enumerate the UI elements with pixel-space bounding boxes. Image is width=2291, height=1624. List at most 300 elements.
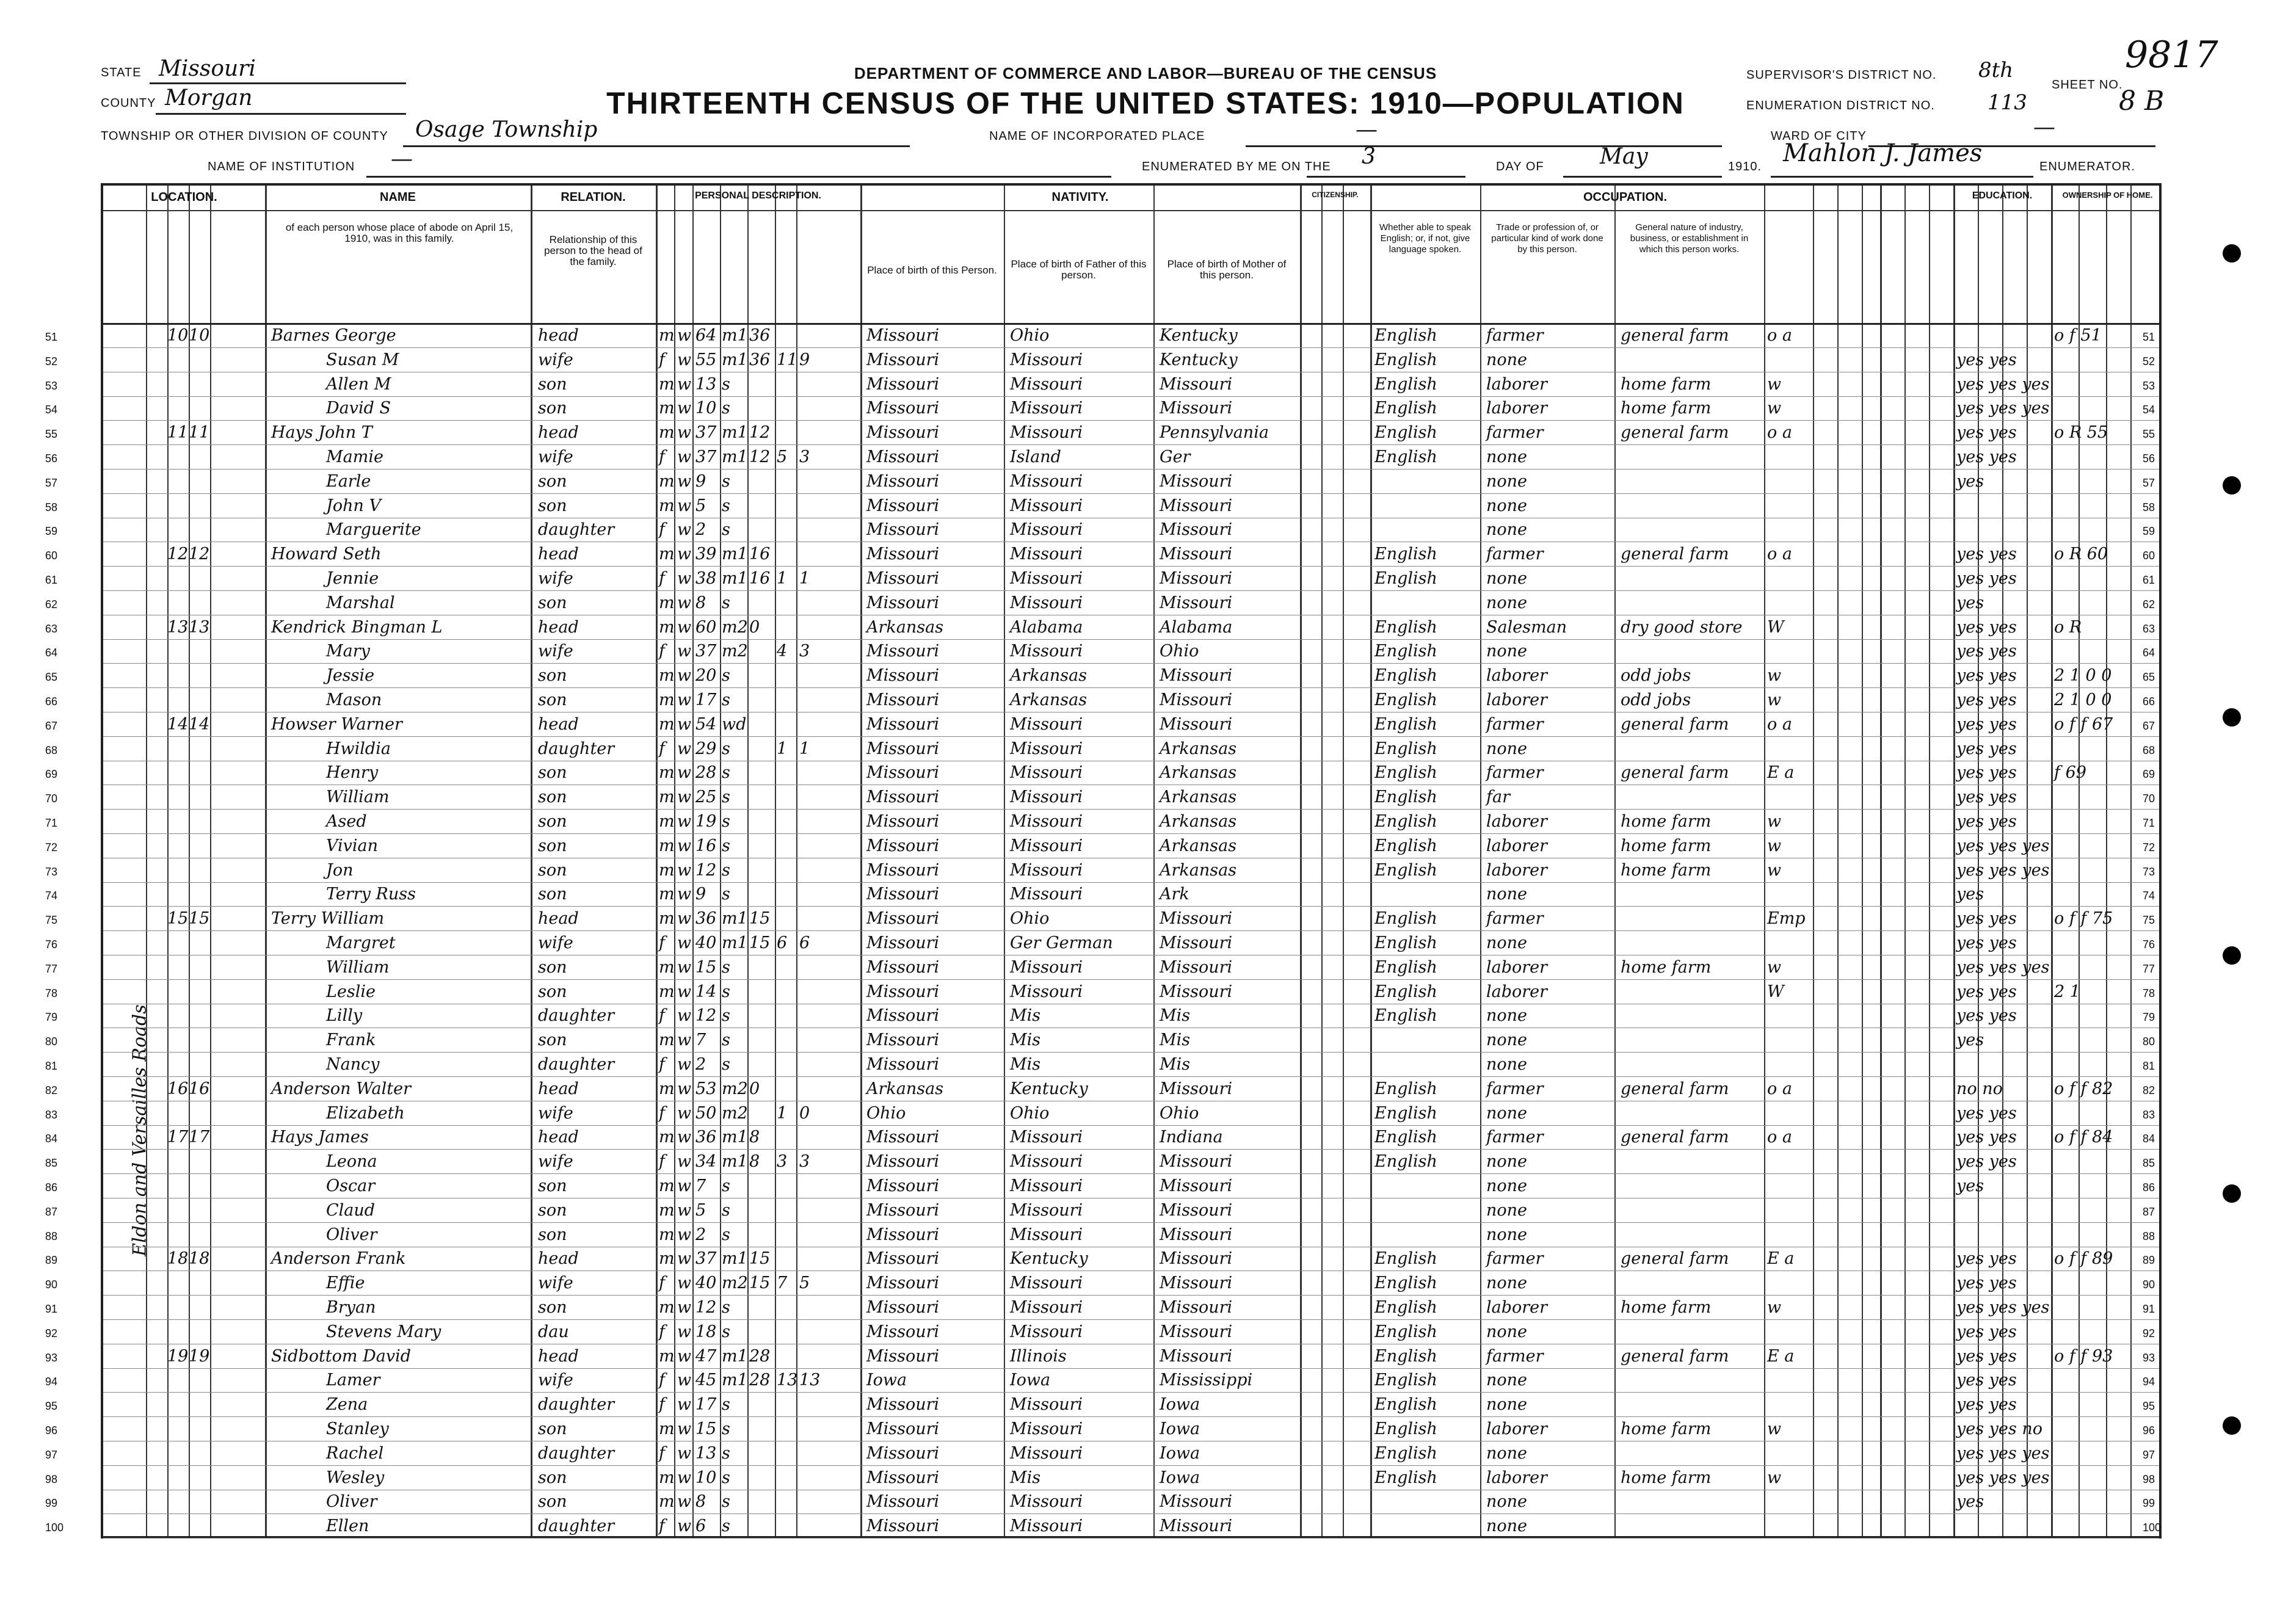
cell-age: 20 bbox=[695, 666, 717, 686]
cell-age: 37 bbox=[695, 642, 717, 661]
ward-value: — bbox=[2033, 115, 2055, 140]
cell-age: 12 bbox=[695, 1298, 717, 1317]
cell-ind: general farm bbox=[1621, 1249, 1729, 1269]
cell-race: w bbox=[677, 423, 692, 443]
binder-hole bbox=[2223, 708, 2241, 727]
table-row bbox=[45, 1467, 2159, 1490]
binder-hole bbox=[2223, 476, 2241, 495]
line-number-left: 94 bbox=[45, 1376, 58, 1388]
cell-fbp: Arkansas bbox=[1010, 691, 1087, 709]
cell-lang: English bbox=[1374, 1371, 1437, 1390]
cell-bp: Missouri bbox=[866, 374, 940, 394]
cell-ch1: 7 bbox=[777, 1274, 788, 1293]
cell-bp: Missouri bbox=[866, 1200, 940, 1220]
cell-bp: Missouri bbox=[866, 1031, 940, 1050]
line-number: 89 bbox=[2143, 1254, 2155, 1267]
cell-race: w bbox=[677, 1200, 692, 1220]
cell-rel: head bbox=[538, 909, 579, 929]
line-number-left: 57 bbox=[45, 476, 58, 489]
table-row bbox=[45, 1515, 2162, 1539]
cell-ind: home farm bbox=[1621, 836, 1712, 855]
cell-occ: laborer bbox=[1486, 666, 1548, 686]
cell-mbp: Arkansas bbox=[1160, 836, 1237, 855]
cell-age: 7 bbox=[695, 1031, 706, 1050]
cell-name: Mamie bbox=[326, 448, 383, 466]
cell-edu: yes yes bbox=[1956, 812, 2017, 831]
cell-mbp: Ger bbox=[1160, 448, 1191, 466]
cell-age: 37 bbox=[695, 448, 717, 466]
cell-mbp: Kentucky bbox=[1160, 350, 1238, 369]
line-number: 90 bbox=[2143, 1278, 2155, 1291]
cell-bp: Missouri bbox=[866, 1346, 940, 1366]
state-label: STATE bbox=[101, 66, 142, 79]
cell-race: w bbox=[677, 496, 692, 515]
line-number: 82 bbox=[2143, 1084, 2155, 1097]
cell-bp: Missouri bbox=[866, 423, 940, 443]
cell-race: w bbox=[677, 1031, 692, 1050]
cell-sex: m bbox=[659, 496, 675, 515]
month-value: May bbox=[1600, 144, 1648, 169]
cell-ms: m1 bbox=[722, 1152, 748, 1172]
cell-emp: E a bbox=[1767, 1346, 1795, 1366]
cell-race: w bbox=[677, 1274, 692, 1293]
cell-fbp: Missouri bbox=[1010, 739, 1083, 758]
binder-hole bbox=[2223, 1184, 2241, 1203]
township-label: TOWNSHIP OR OTHER DIVISION OF COUNTY bbox=[101, 129, 388, 143]
cell-ms: s bbox=[722, 1492, 730, 1512]
cell-age: 8 bbox=[695, 1492, 706, 1512]
cell-sex: m bbox=[659, 326, 675, 345]
cell-sex: m bbox=[659, 617, 675, 637]
cell-age: 45 bbox=[695, 1371, 717, 1390]
cell-age: 36 bbox=[695, 1128, 717, 1147]
cell-mbp: Missouri bbox=[1160, 374, 1233, 394]
cell-ms: s bbox=[722, 812, 730, 831]
cell-edu: yes yes bbox=[1956, 739, 2017, 758]
line-number: 72 bbox=[2143, 841, 2155, 854]
group-citizenship: CITIZENSHIP. bbox=[1312, 190, 1359, 199]
table-row bbox=[45, 1369, 2159, 1393]
cell-occ: laborer bbox=[1486, 1298, 1548, 1317]
cell-edu: yes yes bbox=[1956, 714, 2017, 734]
cell-sex: m bbox=[659, 788, 675, 807]
cell-sex: m bbox=[659, 1079, 675, 1098]
cell-ms: s bbox=[722, 1443, 730, 1463]
county-label: COUNTY bbox=[101, 96, 156, 110]
cell-age: 60 bbox=[695, 617, 717, 637]
cell-lang: English bbox=[1374, 1298, 1437, 1317]
enumeration-label: ENUMERATION DISTRICT NO. bbox=[1746, 99, 1935, 112]
cell-age: 39 bbox=[695, 545, 717, 564]
table-row bbox=[45, 374, 2159, 397]
cell-rel: daughter bbox=[538, 1517, 615, 1536]
cell-own: o R 60 bbox=[2054, 545, 2108, 564]
cell-rel: head bbox=[538, 545, 579, 564]
cell-fbp: Missouri bbox=[1010, 982, 1083, 1001]
col-birth-person: Place of birth of this Person. bbox=[867, 264, 997, 276]
cell-race: w bbox=[677, 1298, 692, 1317]
cell-fbp: Missouri bbox=[1010, 714, 1083, 734]
line-number: 91 bbox=[2143, 1303, 2155, 1315]
cell-edu: yes yes bbox=[1956, 788, 2017, 807]
cell-rel: son bbox=[538, 1468, 567, 1487]
col-trade: Trade or profession of, or particular kind of work done by this person. bbox=[1491, 222, 1603, 255]
table-row bbox=[45, 1491, 2159, 1514]
cell-sex: m bbox=[659, 812, 675, 831]
cell-bp: Missouri bbox=[866, 714, 940, 734]
cell-mbp: Pennsylvania bbox=[1160, 423, 1269, 443]
cell-age: 17 bbox=[695, 1395, 717, 1415]
cell-lang: English bbox=[1374, 739, 1437, 758]
cell-rel: son bbox=[538, 982, 567, 1001]
table-row bbox=[45, 495, 2159, 518]
cell-sex: f bbox=[659, 1443, 665, 1463]
cell-ms: m1 bbox=[722, 909, 748, 929]
cell-emp: Emp bbox=[1767, 909, 1806, 929]
cell-mbp: Missouri bbox=[1160, 399, 1233, 418]
cell-bp: Missouri bbox=[866, 1492, 940, 1512]
cell-fbp: Missouri bbox=[1010, 593, 1083, 612]
cell-emp: w bbox=[1767, 812, 1782, 831]
table-row bbox=[45, 1321, 2159, 1344]
cell-yrs: 0 bbox=[749, 1079, 760, 1098]
cell-rel: son bbox=[538, 1492, 567, 1512]
ward-label: WARD OF CITY bbox=[1771, 129, 1867, 143]
cell-bp: Missouri bbox=[866, 1274, 940, 1293]
cell-fam: 11 bbox=[189, 423, 210, 443]
line-number: 51 bbox=[2143, 331, 2155, 343]
cell-mbp: Missouri bbox=[1160, 1298, 1233, 1317]
line-number-left: 72 bbox=[45, 841, 58, 854]
cell-name: Frank bbox=[326, 1031, 376, 1050]
cell-name: Hays John T bbox=[271, 423, 372, 443]
line-number-left: 76 bbox=[45, 938, 58, 951]
cell-fbp: Ohio bbox=[1010, 909, 1050, 929]
cell-edu: yes yes bbox=[1956, 642, 2017, 661]
line-number: 95 bbox=[2143, 1400, 2155, 1413]
cell-name: Stevens Mary bbox=[326, 1322, 441, 1341]
line-number: 80 bbox=[2143, 1035, 2155, 1048]
cell-edu: yes bbox=[1956, 885, 1984, 904]
cell-name: Bryan bbox=[326, 1298, 376, 1317]
cell-yrs: 28 bbox=[749, 1371, 771, 1390]
cell-bp: Missouri bbox=[866, 763, 940, 783]
cell-bp: Missouri bbox=[866, 471, 940, 491]
cell-dw: 19 bbox=[167, 1346, 189, 1366]
cell-bp: Missouri bbox=[866, 933, 940, 952]
cell-edu: yes yes bbox=[1956, 1128, 2017, 1147]
cell-sex: m bbox=[659, 714, 675, 734]
cell-ms: s bbox=[722, 982, 730, 1001]
cell-occ: laborer bbox=[1486, 374, 1548, 394]
line-number: 54 bbox=[2143, 404, 2155, 416]
cell-name: Rachel bbox=[326, 1443, 384, 1463]
cell-sex: m bbox=[659, 1492, 675, 1512]
cell-race: w bbox=[677, 1395, 692, 1415]
line-number: 60 bbox=[2143, 549, 2155, 562]
cell-ms: s bbox=[722, 1006, 730, 1026]
line-number-left: 75 bbox=[45, 914, 58, 927]
cell-edu: yes yes yes bbox=[1956, 836, 2050, 855]
line-number-left: 71 bbox=[45, 817, 58, 829]
cell-lang: English bbox=[1374, 909, 1437, 929]
cell-occ: none bbox=[1486, 1200, 1528, 1220]
line-number: 93 bbox=[2143, 1351, 2155, 1364]
group-ownership: OWNERSHIP OF HOME. bbox=[2062, 190, 2153, 200]
table-row bbox=[45, 1175, 2159, 1198]
cell-sex: m bbox=[659, 909, 675, 929]
cell-name: Jessie bbox=[326, 666, 375, 686]
cell-rel: daughter bbox=[538, 1395, 615, 1415]
cell-ms: s bbox=[722, 520, 730, 540]
cell-rel: son bbox=[538, 788, 567, 807]
line-number-left: 88 bbox=[45, 1230, 58, 1242]
cell-bp: Missouri bbox=[866, 1055, 940, 1074]
binder-hole bbox=[2223, 244, 2241, 263]
cell-race: w bbox=[677, 1128, 692, 1147]
cell-emp: o a bbox=[1767, 1079, 1792, 1098]
line-number-left: 65 bbox=[45, 671, 58, 684]
cell-occ: farmer bbox=[1486, 545, 1544, 564]
line-number-left: 53 bbox=[45, 379, 58, 392]
cell-rel: daughter bbox=[538, 1006, 615, 1026]
cell-emp: w bbox=[1767, 374, 1782, 394]
cell-fbp: Missouri bbox=[1010, 569, 1083, 588]
cell-fbp: Missouri bbox=[1010, 1322, 1083, 1341]
cell-occ: none bbox=[1486, 1492, 1528, 1512]
cell-emp: w bbox=[1767, 1419, 1782, 1438]
cell-ch2: 1 bbox=[799, 569, 810, 588]
enumerator-signature: Mahlon J. James bbox=[1783, 139, 1983, 167]
cell-edu: yes yes bbox=[1956, 448, 2017, 466]
cell-age: 29 bbox=[695, 739, 717, 758]
cell-occ: farmer bbox=[1486, 1128, 1544, 1147]
cell-ms: s bbox=[722, 593, 730, 612]
cell-fbp: Missouri bbox=[1010, 763, 1083, 783]
cell-sex: m bbox=[659, 593, 675, 612]
cell-fam: 19 bbox=[189, 1346, 210, 1366]
line-number: 66 bbox=[2143, 695, 2155, 708]
cell-name: Claud bbox=[326, 1200, 376, 1220]
cell-own: o f f 75 bbox=[2054, 909, 2113, 929]
cell-race: w bbox=[677, 836, 692, 855]
cell-occ: farmer bbox=[1486, 763, 1544, 783]
cell-ms: m1 bbox=[722, 350, 748, 369]
cell-fbp: Missouri bbox=[1010, 399, 1083, 418]
cell-bp: Missouri bbox=[866, 569, 940, 588]
cell-occ: none bbox=[1486, 1274, 1528, 1293]
cell-lang: English bbox=[1374, 1128, 1437, 1147]
cell-ind: general farm bbox=[1621, 1346, 1729, 1366]
cell-rel: head bbox=[538, 1128, 579, 1147]
cell-age: 8 bbox=[695, 593, 706, 612]
cell-mbp: Iowa bbox=[1160, 1419, 1200, 1438]
sheet-value: 8 B bbox=[2119, 85, 2165, 117]
line-number: 52 bbox=[2143, 355, 2155, 368]
cell-lang: English bbox=[1374, 812, 1437, 831]
cell-fbp: Ohio bbox=[1010, 1103, 1050, 1123]
cell-occ: laborer bbox=[1486, 836, 1548, 855]
cell-mbp: Arkansas bbox=[1160, 860, 1237, 880]
cell-name: Vivian bbox=[326, 836, 379, 855]
cell-name: Wesley bbox=[326, 1468, 385, 1487]
cell-edu: yes yes bbox=[1956, 909, 2017, 929]
cell-age: 55 bbox=[695, 350, 717, 369]
table-row bbox=[45, 1078, 2159, 1101]
cell-age: 64 bbox=[695, 326, 717, 345]
cell-edu: yes yes yes bbox=[1956, 1443, 2050, 1463]
cell-occ: none bbox=[1486, 1322, 1528, 1341]
cell-ms: m1 bbox=[722, 1346, 748, 1366]
cell-mbp: Missouri bbox=[1160, 982, 1233, 1001]
cell-lang: English bbox=[1374, 1152, 1437, 1172]
cell-ch2: 0 bbox=[799, 1103, 810, 1123]
line-number-left: 79 bbox=[45, 1011, 58, 1024]
cell-age: 28 bbox=[695, 763, 717, 783]
cell-rel: daughter bbox=[538, 739, 615, 758]
cell-ms: s bbox=[722, 860, 730, 880]
cell-own: o f f 84 bbox=[2054, 1128, 2113, 1147]
line-number: 67 bbox=[2143, 719, 2155, 732]
cell-bp: Ohio bbox=[866, 1103, 906, 1123]
cell-rel: son bbox=[538, 1031, 567, 1050]
cell-fbp: Kentucky bbox=[1010, 1249, 1088, 1269]
cell-dw: 16 bbox=[167, 1079, 189, 1098]
cell-race: w bbox=[677, 1492, 692, 1512]
cell-race: w bbox=[677, 1346, 692, 1366]
cell-fbp: Missouri bbox=[1010, 1128, 1083, 1147]
cell-emp: E a bbox=[1767, 763, 1795, 783]
cell-dw: 15 bbox=[167, 909, 189, 929]
cell-mbp: Missouri bbox=[1160, 691, 1233, 709]
cell-sex: m bbox=[659, 1298, 675, 1317]
cell-edu: yes yes yes bbox=[1956, 860, 2050, 880]
cell-sex: f bbox=[659, 350, 665, 369]
cell-age: 40 bbox=[695, 933, 717, 952]
table-row bbox=[45, 1394, 2159, 1417]
cell-fbp: Ohio bbox=[1010, 326, 1050, 345]
cell-age: 10 bbox=[695, 1468, 717, 1487]
line-number-left: 55 bbox=[45, 428, 58, 441]
cell-sex: f bbox=[659, 569, 665, 588]
cell-name: Oliver bbox=[326, 1225, 377, 1244]
table-row bbox=[45, 786, 2159, 810]
table-row bbox=[45, 1248, 2159, 1271]
cell-age: 7 bbox=[695, 1176, 706, 1195]
cell-lang: English bbox=[1374, 374, 1437, 394]
cell-emp: o a bbox=[1767, 326, 1792, 345]
cell-rel: son bbox=[538, 957, 567, 977]
cell-name: William bbox=[326, 788, 390, 807]
cell-bp: Missouri bbox=[866, 666, 940, 686]
cell-lang: English bbox=[1374, 350, 1437, 369]
cell-rel: head bbox=[538, 1346, 579, 1366]
cell-occ: none bbox=[1486, 642, 1528, 661]
cell-sex: m bbox=[659, 1128, 675, 1147]
cell-fbp: Missouri bbox=[1010, 1225, 1083, 1244]
cell-emp: o a bbox=[1767, 1128, 1792, 1147]
cell-edu: yes yes bbox=[1956, 423, 2017, 443]
line-number: 78 bbox=[2143, 987, 2155, 999]
line-number: 57 bbox=[2143, 476, 2155, 489]
cell-mbp: Alabama bbox=[1160, 617, 1233, 637]
table-row bbox=[45, 762, 2159, 785]
cell-occ: none bbox=[1486, 1371, 1528, 1390]
cell-lang: English bbox=[1374, 617, 1437, 637]
cell-ms: m1 bbox=[722, 933, 748, 952]
line-number-left: 96 bbox=[45, 1424, 58, 1437]
cell-fam: 18 bbox=[189, 1249, 210, 1269]
cell-fbp: Missouri bbox=[1010, 423, 1083, 443]
cell-lang: English bbox=[1374, 691, 1437, 709]
cell-name: Zena bbox=[326, 1395, 368, 1415]
cell-edu: yes yes bbox=[1956, 617, 2017, 637]
cell-name: Leona bbox=[326, 1152, 377, 1172]
cell-emp: o a bbox=[1767, 423, 1792, 443]
cell-bp: Missouri bbox=[866, 520, 940, 540]
cell-race: w bbox=[677, 788, 692, 807]
cell-edu: yes bbox=[1956, 593, 1984, 612]
cell-edu: yes yes bbox=[1956, 1006, 2017, 1026]
cell-race: w bbox=[677, 545, 692, 564]
line-number: 73 bbox=[2143, 865, 2155, 878]
line-number: 97 bbox=[2143, 1448, 2155, 1461]
cell-race: w bbox=[677, 691, 692, 709]
line-number: 99 bbox=[2143, 1497, 2155, 1510]
cell-rel: son bbox=[538, 496, 567, 515]
line-number-left: 85 bbox=[45, 1157, 58, 1170]
cell-race: w bbox=[677, 399, 692, 418]
line-number: 53 bbox=[2143, 379, 2155, 392]
cell-lang: English bbox=[1374, 836, 1437, 855]
cell-occ: none bbox=[1486, 496, 1528, 515]
cell-rel: son bbox=[538, 860, 567, 880]
cell-age: 9 bbox=[695, 471, 706, 491]
cell-age: 47 bbox=[695, 1346, 717, 1366]
cell-lang: English bbox=[1374, 642, 1437, 661]
cell-occ: none bbox=[1486, 1443, 1528, 1463]
cell-lang: English bbox=[1374, 1468, 1437, 1487]
line-number-left: 92 bbox=[45, 1327, 58, 1339]
cell-ch1: 1 bbox=[777, 569, 788, 588]
cell-age: 37 bbox=[695, 423, 717, 443]
cell-race: w bbox=[677, 957, 692, 977]
binder-hole bbox=[2223, 946, 2241, 965]
cell-name: Lamer bbox=[326, 1371, 380, 1390]
cell-sex: m bbox=[659, 1419, 675, 1438]
cell-name: Terry William bbox=[271, 909, 385, 929]
line-number-left: 98 bbox=[45, 1473, 58, 1485]
cell-ch2: 9 bbox=[799, 350, 810, 369]
cell-age: 38 bbox=[695, 569, 717, 588]
cell-rel: son bbox=[538, 1225, 567, 1244]
cell-name: Barnes George bbox=[271, 326, 396, 345]
line-number-left: 86 bbox=[45, 1181, 58, 1194]
state-value: Missouri bbox=[159, 56, 256, 81]
cell-sex: f bbox=[659, 1103, 665, 1123]
cell-ind: odd jobs bbox=[1621, 666, 1691, 686]
cell-age: 19 bbox=[695, 812, 717, 831]
cell-bp: Missouri bbox=[866, 860, 940, 880]
group-location: LOCATION. bbox=[151, 190, 217, 204]
cell-name: Nancy bbox=[326, 1055, 380, 1074]
cell-ch2: 1 bbox=[799, 739, 810, 758]
line-number: 98 bbox=[2143, 1473, 2155, 1485]
cell-ms: m2 bbox=[722, 1079, 748, 1098]
group-occupation: OCCUPATION. bbox=[1583, 190, 1668, 204]
cell-fbp: Missouri bbox=[1010, 957, 1083, 977]
cell-name: Earle bbox=[326, 471, 371, 491]
